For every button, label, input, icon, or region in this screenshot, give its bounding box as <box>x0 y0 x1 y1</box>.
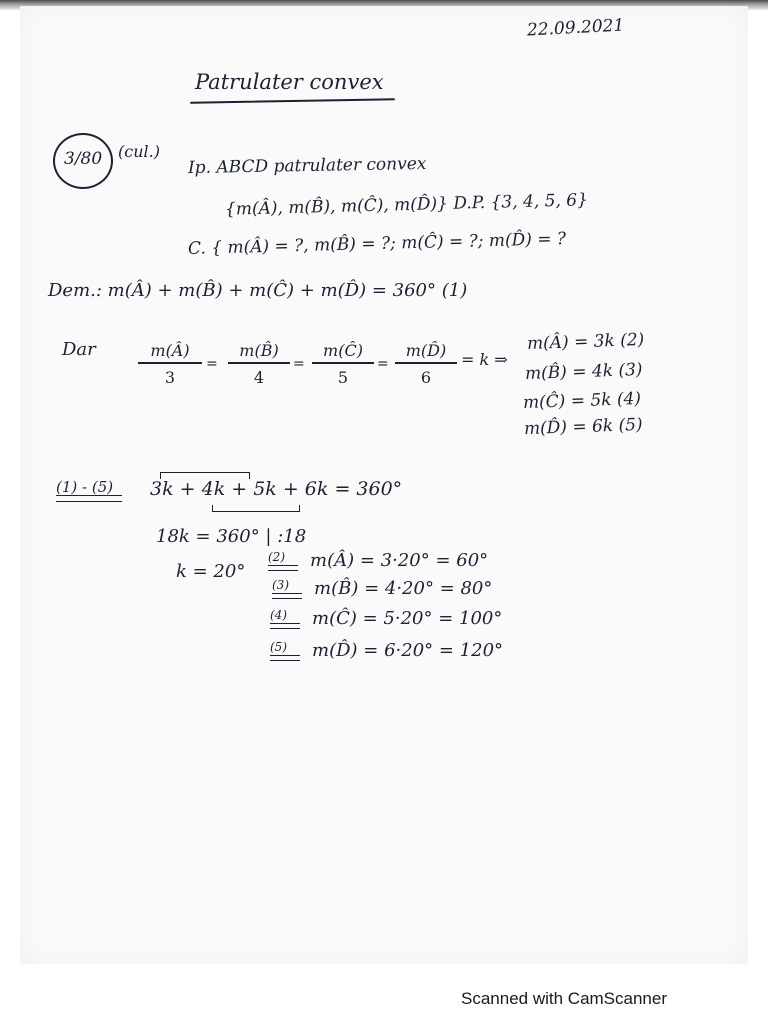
step-expression: m(Ĉ) = 5·20° = 100° <box>312 608 503 629</box>
step-expression: m(B̂) = 4·20° = 80° <box>314 578 493 599</box>
group-bracket <box>212 505 300 512</box>
demonstration-line: Dem.: m(Â) + m(B̂) + m(Ĉ) + m(D̂) = 360° (1) <box>48 280 468 301</box>
hypothesis-line-2: {m(Â), m(B̂), m(Ĉ), m(D̂)} D.P. {3, 4, 5, 6} <box>224 190 589 220</box>
fraction-numerator: m(Â) <box>150 341 190 360</box>
fraction-numerator: m(Ĉ) <box>323 341 363 360</box>
step-reference: (5) <box>270 640 287 654</box>
date: 22.09.2021 <box>526 15 625 41</box>
fraction-d <box>395 341 457 387</box>
equals-sign: = <box>206 356 218 372</box>
implies-arrow <box>270 655 300 661</box>
fraction-numerator: m(B̂) <box>239 341 279 360</box>
implies-arrow <box>268 565 298 571</box>
conclusion-line: C. { m(Â) = ?, m(B̂) = ?; m(Ĉ) = ?; m(D̂) = ? <box>187 229 567 259</box>
fraction-a <box>138 341 202 387</box>
step-expression: m(Â) = 3·20° = 60° <box>310 550 489 571</box>
fraction-c <box>312 341 374 387</box>
scanner-watermark: Scanned with CamScanner <box>461 989 668 1008</box>
equals-sign: = <box>377 356 389 372</box>
equation-18k: 18k = 360° | :18 <box>156 526 307 547</box>
reference-label: (1) - (5) <box>56 478 114 496</box>
fraction-b <box>228 341 290 387</box>
implies-arrow <box>272 593 302 599</box>
step-reference: (2) <box>268 550 285 564</box>
sum-equation: 3k + 4k + 5k + 6k = 360° <box>150 478 403 500</box>
fraction-denominator: 3 <box>164 367 176 387</box>
equation-k: k = 20° <box>176 561 246 582</box>
step-reference: (3) <box>272 578 289 592</box>
system-line: m(Â) = 3k (2) <box>526 329 645 355</box>
hypothesis-line-1: Ip. ABCD patrulater convex <box>187 153 427 179</box>
exercise-number-badge <box>53 133 113 189</box>
system-line: m(B̂) = 4k (3) <box>524 359 643 385</box>
system-line: m(D̂) = 6k (5) <box>523 414 643 440</box>
implies-arrow <box>56 495 122 502</box>
equals-sign: = <box>293 356 305 372</box>
implies-arrow <box>270 623 300 629</box>
dar-label: Dar <box>62 339 96 360</box>
step-reference: (4) <box>270 608 287 622</box>
fraction-denominator: 4 <box>253 367 265 387</box>
exercise-number: 3/80 <box>64 149 103 169</box>
exercise-note: (cul.) <box>118 142 160 161</box>
fraction-result: = k ⇒ <box>461 350 508 369</box>
system-line: m(Ĉ) = 5k (4) <box>522 388 642 414</box>
fraction-numerator: m(D̂) <box>405 341 447 360</box>
step-expression: m(D̂) = 6·20° = 120° <box>312 640 504 661</box>
fraction-denominator: 6 <box>420 367 432 387</box>
page-title: Patrulater convex <box>195 70 384 94</box>
fraction-denominator: 5 <box>337 367 349 387</box>
